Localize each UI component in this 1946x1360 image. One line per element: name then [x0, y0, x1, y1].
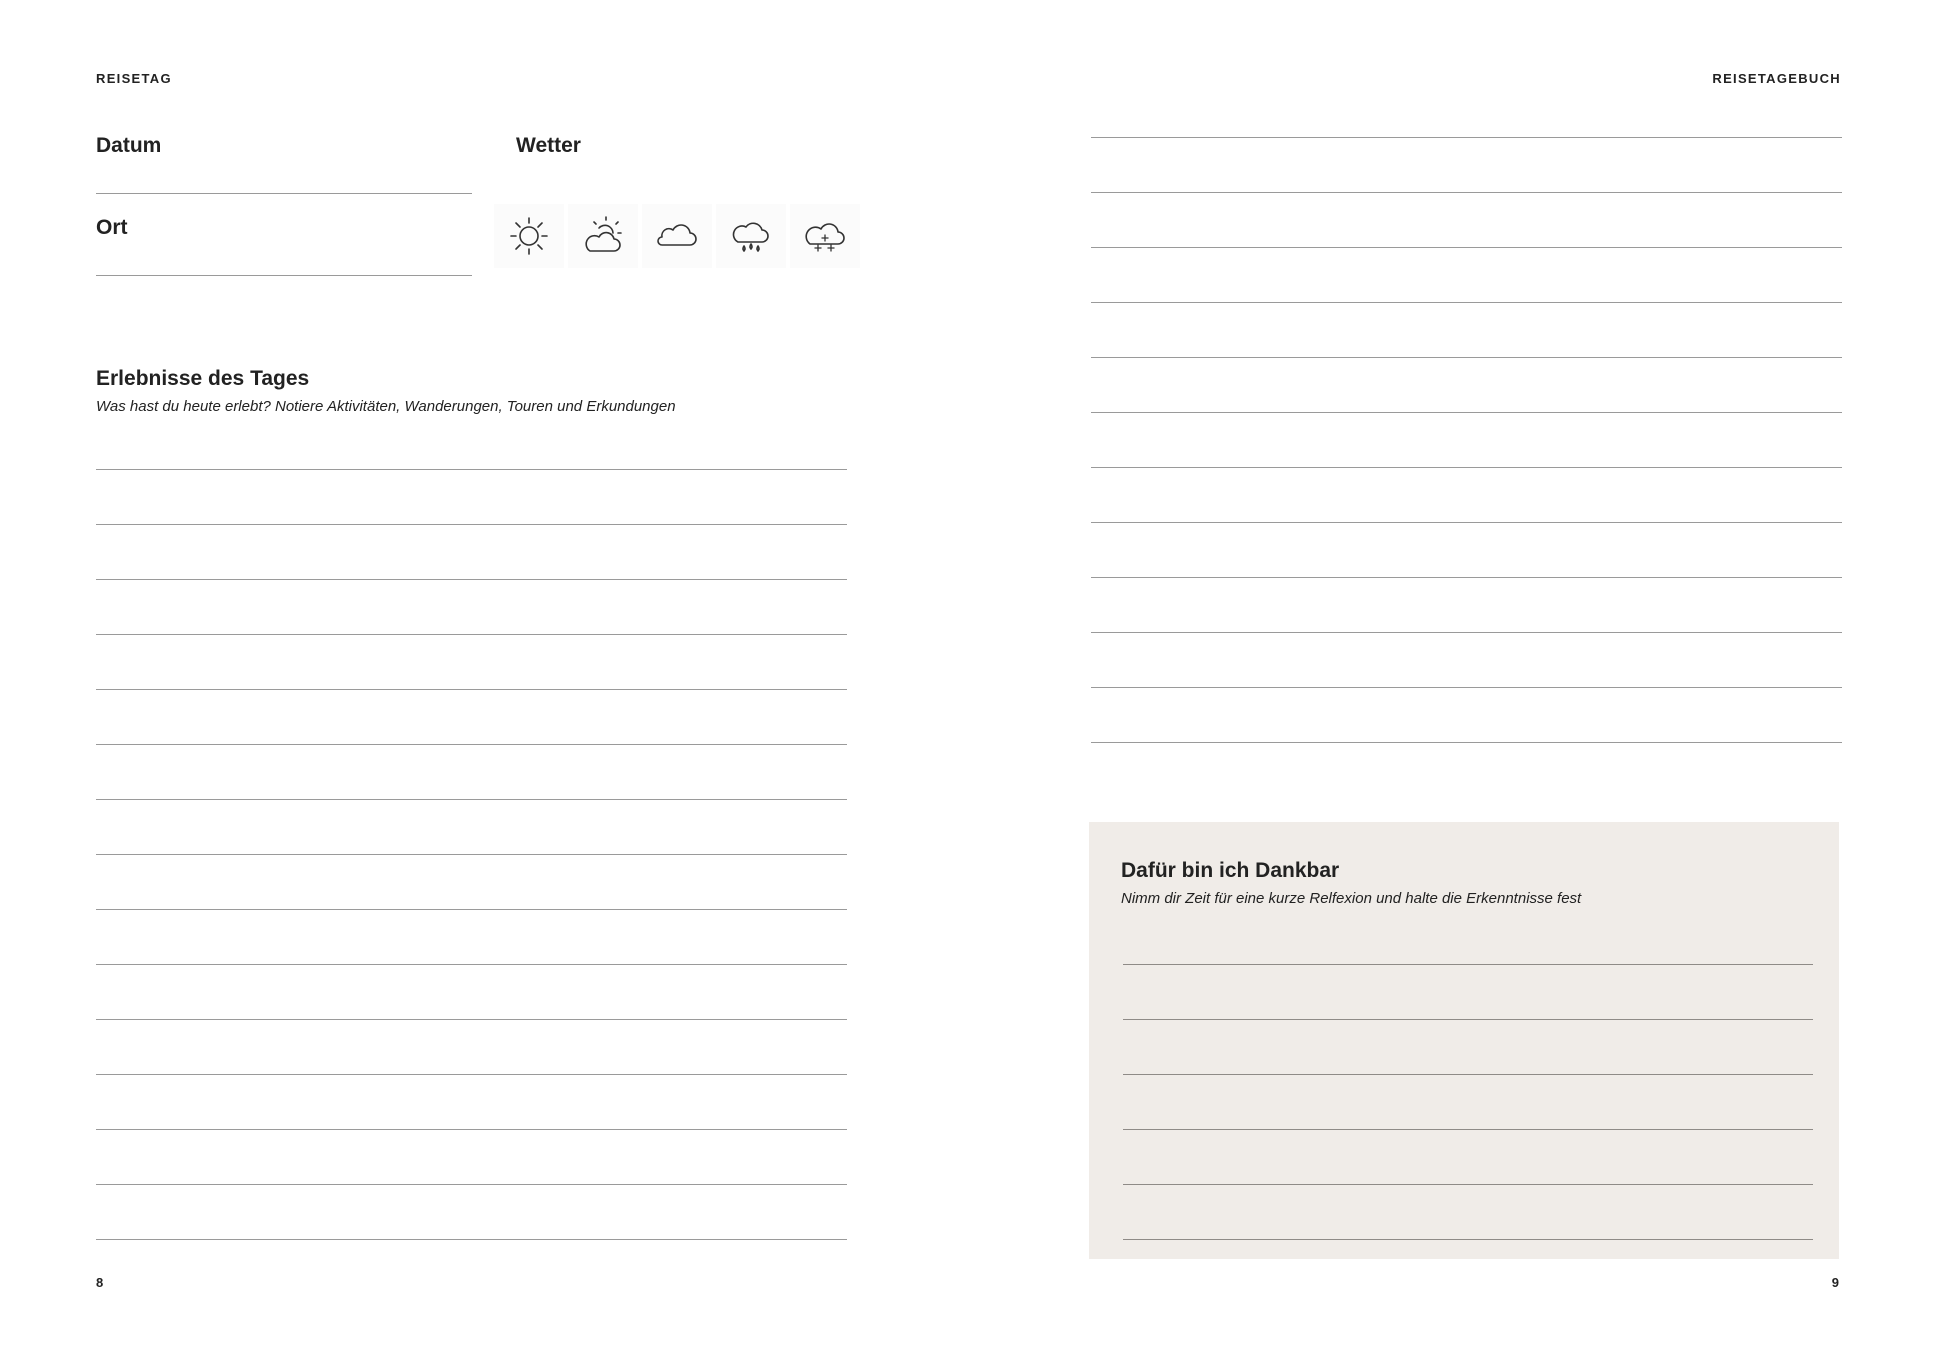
sun-icon[interactable]	[494, 204, 564, 268]
writing-line[interactable]	[1123, 964, 1813, 965]
writing-line[interactable]	[1091, 632, 1842, 633]
writing-line[interactable]	[1091, 687, 1842, 688]
gratitude-box	[1089, 822, 1839, 1259]
writing-line[interactable]	[1091, 302, 1842, 303]
writing-line[interactable]	[96, 1239, 847, 1240]
weather-label: Wetter	[516, 134, 581, 157]
left-running-header: REISETAG	[96, 71, 172, 86]
writing-line[interactable]	[1091, 467, 1842, 468]
rain-icon[interactable]	[716, 204, 786, 268]
partly-cloudy-icon[interactable]	[568, 204, 638, 268]
date-field-line[interactable]	[96, 193, 472, 194]
writing-line[interactable]	[96, 909, 847, 910]
writing-line[interactable]	[96, 854, 847, 855]
writing-line[interactable]	[96, 524, 847, 525]
writing-line[interactable]	[1091, 577, 1842, 578]
writing-line[interactable]	[1123, 1239, 1813, 1240]
snow-icon[interactable]	[790, 204, 860, 268]
gratitude-subtitle: Nimm dir Zeit für eine kurze Relfexion und halte die Erkenntnisse fest	[1121, 890, 1582, 907]
writing-line[interactable]	[1091, 357, 1842, 358]
writing-line[interactable]	[96, 1129, 847, 1130]
place-field-line[interactable]	[96, 275, 472, 276]
experiences-subtitle: Was hast du heute erlebt? Notiere Aktivitäten, Wanderungen, Touren und Erkundungen	[96, 398, 676, 415]
writing-line[interactable]	[1123, 1184, 1813, 1185]
writing-line[interactable]	[96, 964, 847, 965]
writing-line[interactable]	[1123, 1019, 1813, 1020]
writing-line[interactable]	[96, 689, 847, 690]
gratitude-title: Dafür bin ich Dankbar	[1121, 859, 1340, 882]
cloud-icon[interactable]	[642, 204, 712, 268]
writing-line[interactable]	[1091, 247, 1842, 248]
writing-line[interactable]	[1091, 192, 1842, 193]
writing-line[interactable]	[96, 744, 847, 745]
writing-line[interactable]	[96, 1074, 847, 1075]
writing-line[interactable]	[1091, 412, 1842, 413]
writing-line[interactable]	[96, 579, 847, 580]
writing-line[interactable]	[96, 634, 847, 635]
right-page-number: 9	[1831, 1275, 1839, 1290]
writing-line[interactable]	[1091, 742, 1842, 743]
right-running-header: REISETAGEBUCH	[1712, 71, 1841, 86]
place-label: Ort	[96, 216, 128, 239]
writing-line[interactable]	[1123, 1074, 1813, 1075]
left-page-number: 8	[96, 1275, 104, 1290]
experiences-title: Erlebnisse des Tages	[96, 367, 310, 390]
writing-line[interactable]	[1091, 522, 1842, 523]
writing-line[interactable]	[96, 1184, 847, 1185]
writing-line[interactable]	[96, 799, 847, 800]
writing-line[interactable]	[1123, 1129, 1813, 1130]
date-label: Datum	[96, 134, 162, 157]
writing-line[interactable]	[96, 469, 847, 470]
writing-line[interactable]	[96, 1019, 847, 1020]
writing-line[interactable]	[1091, 137, 1842, 138]
